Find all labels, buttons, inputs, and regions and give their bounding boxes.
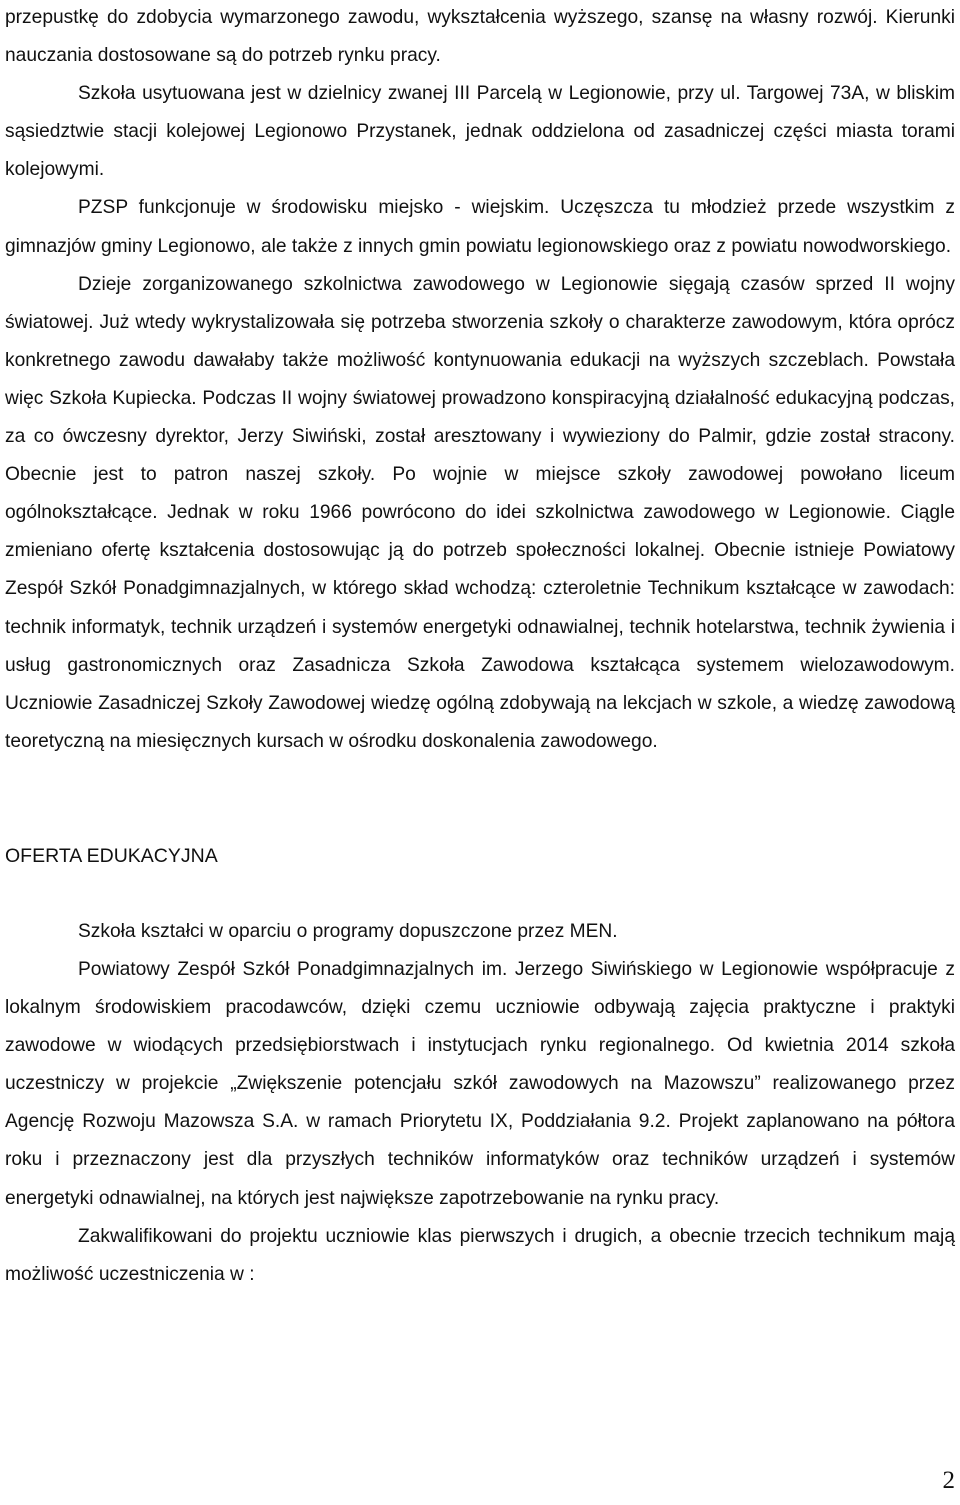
section-heading-oferta-edukacyjna: OFERTA EDUKACYJNA (5, 844, 218, 867)
section-spacer (5, 761, 955, 837)
page-number: 2 (942, 1467, 955, 1494)
paragraph-cooperation: Powiatowy Zespół Szkół Ponadgimnazjalnych im. Jerzego Siwińskiego w Legionowie współpracuje z lokalnym środowiskiem pracodawców, dzięki czemu uczniowie odbywają zajęcia praktyczne i praktyki zawodowe w wiodących przedsiębiorstwach i instytucjach rynku regionalnego. Od kwietnia 2014 szkoła uczestniczy w projekcie „Zwiększenie potencjału szkół zawodowych na Mazowszu” realizowanego przez Agencję Rozwoju Mazowsza S.A. w ramach Priorytetu IX, Poddziałania 9.2. Projekt zaplanowano na półtora roku i przeznaczony jest dla przyszłych techników informatyków oraz techników urządzeń i systemów energetyki odnawialnej, na których jest największe zapotrzebowanie na rynku pracy. (5, 958, 955, 1209)
paragraph-school-environment: PZSP funkcjonuje w środowisku miejsko - wiejskim. Uczęszcza tu młodzież przede wszystkim z gimnazjów gminy Legionowo, ale także z innych gmin powiatu legionowskiego oraz z powiatu nowodworskiego. (5, 197, 955, 257)
paragraph-programs: Szkoła kształci w oparciu o programy dopuszczone przez MEN. (78, 920, 618, 942)
document-page (5, 0, 955, 1294)
paragraph-project-participants: Zakwalifikowani do projektu uczniowie klas pierwszych i drugich, a obecnie trzecich technikum mają możliwość uczestniczenia w : (5, 1225, 955, 1285)
paragraph-intro-continuation: przepustkę do zdobycia wymarzonego zawodu, wykształcenia wyższego, szansę na własny rozwój. Kierunki nauczania dostosowane są do potrzeb rynku pracy. (5, 7, 955, 67)
paragraph-school-location: Szkoła usytuowana jest w dzielnicy zwanej III Parcelą w Legionowie, przy ul. Targowej 73A, w bliskim sąsiedztwie stacji kolejowej Legionowo Przystanek, jednak oddzielona od zasadniczej części miasta torami kolejowymi. (5, 83, 955, 181)
heading-spacer (5, 875, 955, 913)
paragraph-school-history: Dzieje zorganizowanego szkolnictwa zawodowego w Legionowie sięgają czasów sprzed II wojny światowej. Już wtedy wykrystalizowała się potrzeba stworzenia szkoły o charakterze zawodowym, która oprócz konkretnego zawodu dawałaby także możliwość kontynuowania edukacji na wyższych szczeblach. Powstała więc Szkoła Kupiecka. Podczas II wojny światowej prowadzono konspiracyjną działalność edukacyjną podczas, za co ówczesny dyrektor, Jerzy Siwiński, został aresztowany i wywieziony do Palmir, gdzie został stracony. Obecnie jest to patron naszej szkoły. Po wojnie w miejsce szkoły zawodowej powołano liceum ogólnokształcące. Jednak w roku 1966 powrócono do idei szkolnictwa zawodowego w Legionowie. Ciągle zmieniano ofertę kształcenia dostosowując ją do potrzeb społeczności lokalnej. Obecnie istnieje Powiatowy Zespół Szkół Ponadgimnazjalnych, w którego skład wchodzą: czteroletnie Technikum kształcące w zawodach: technik informatyk, technik urządzeń i systemów energetyki odnawialnej, technik hotelarstwa, technik żywienia i usług gastronomicznych oraz Zasadnicza Szkoła Zawodowa kształcąca systemem wielozawodowym. Uczniowie Zasadniczej Szkoły Zawodowej wiedzę ogólną zdobywają na lekcjach w szkole, a wiedzę zawodową teoretyczną na miesięcznych kursach w ośrodku doskonalenia zawodowego. (5, 273, 955, 752)
